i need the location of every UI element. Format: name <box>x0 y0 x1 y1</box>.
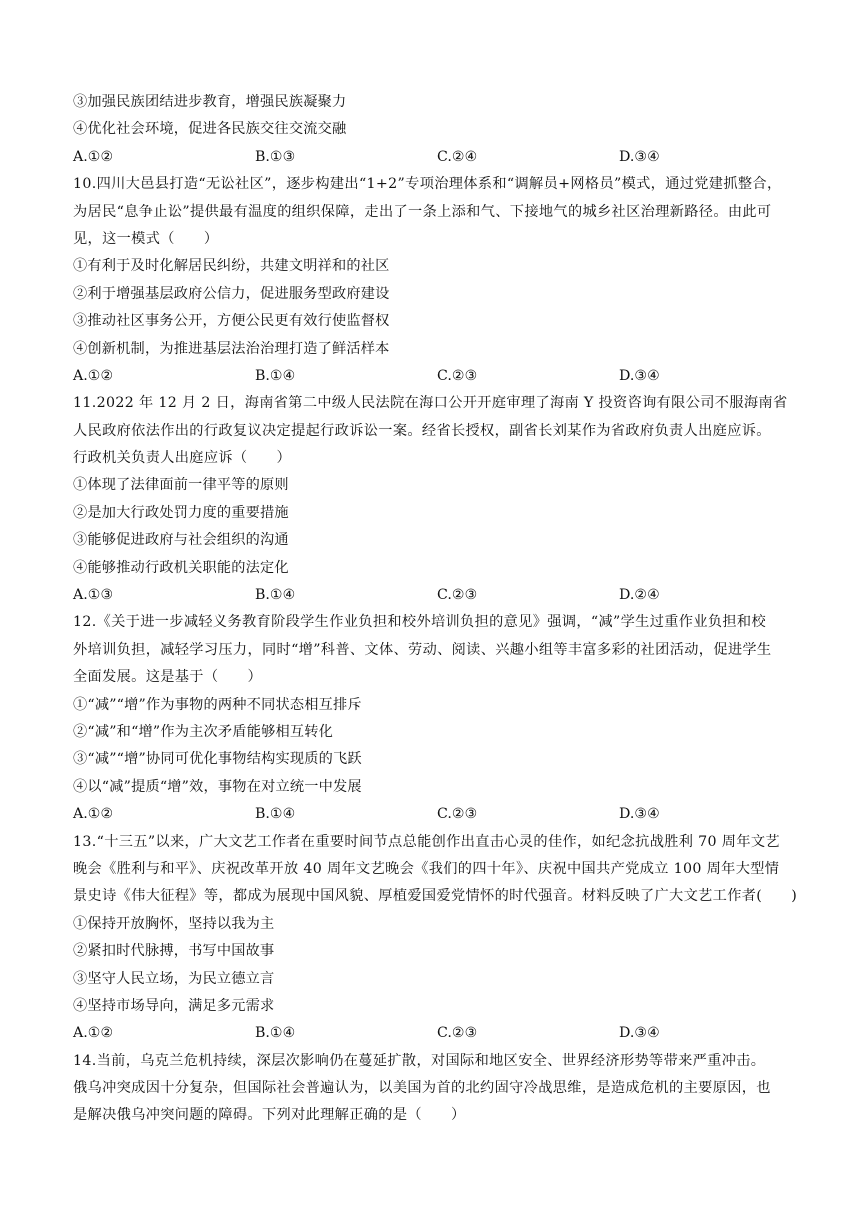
question-11 <box>73 395 793 604</box>
question-stem-line: 13.“十三五”以来，广大文艺工作者在重要时间节点总能创作出直击心灵的佳作，如纪念抗战胜利 70 周年文艺 <box>73 833 780 850</box>
option-d: D.③④ <box>619 1025 660 1042</box>
choice-item: ④创新机制，为推进基层法治治理打造了鲜活样本 <box>73 340 390 357</box>
answer-options <box>73 149 793 166</box>
question-stem-line: 外培训负担，减轻学习压力，同时“增”科普、文体、劳动、阅读、兴趣小组等丰富多彩的社团活动，促进学生 <box>73 641 772 658</box>
question-stem-line: 11.2022 年 12 月 2 日，海南省第二中级人民法院在海口公开开庭审理了海南 Y 投资咨询有限公司不服海南省 <box>73 395 788 412</box>
choice-item: ③能够促进政府与社会组织的沟通 <box>73 532 289 549</box>
question-stem-line: 全面发展。这是基于（ ） <box>73 669 262 686</box>
choice-item: ④能够推动行政机关职能的法定化 <box>73 559 289 576</box>
option-c: C.②③ <box>437 1025 478 1042</box>
exam-page <box>73 94 798 1135</box>
option-c: C.②④ <box>437 148 478 165</box>
answer-options <box>73 368 793 385</box>
question-stem-line: 为居民“息争止讼”提供最有温度的组织保障，走出了一条上添和气、下接地气的城乡社区治理新路径。由此可 <box>73 203 772 220</box>
question-stem-line: 景史诗《伟大征程》等，都成为展现中国风貌、厚植爱国爱党情怀的时代强音。材料反映了广大文艺工作者( ) <box>73 888 798 905</box>
option-b: B.①④ <box>255 806 296 823</box>
choice-item: ②是加大行政处罚力度的重要措施 <box>73 504 289 521</box>
choice-item: ②紧扣时代脉搏，书写中国故事 <box>73 943 275 960</box>
answer-options <box>73 806 793 823</box>
option-c: C.②③ <box>437 806 478 823</box>
question-14 <box>73 1053 793 1125</box>
choice-item: ③“减”“增”协同可优化事物结构实现质的飞跃 <box>73 751 362 768</box>
choice-item: ①保持开放胸怀，坚持以我为主 <box>73 915 275 932</box>
option-c: C.②③ <box>437 367 478 384</box>
question-stem-line: 人民政府依法作出的行政复议决定提起行政诉讼一案。经省长授权，副省长刘某作为省政府负责人出庭应诉。 <box>73 422 771 439</box>
option-d: D.②④ <box>619 587 660 604</box>
question-stem-line: 见，这一模式（ ） <box>73 230 219 247</box>
question-13 <box>73 833 798 1043</box>
option-a: A.①③ <box>73 587 114 604</box>
option-a: A.①② <box>73 806 114 823</box>
choice-item: ④坚持市场导向，满足多元需求 <box>73 997 275 1014</box>
answer-options <box>73 1025 793 1042</box>
question-stem-line: 是解决俄乌冲突问题的障碍。下列对此理解正确的是（ ） <box>73 1107 466 1124</box>
choice-item: ④优化社会环境，促进各民族交往交流交融 <box>73 121 347 138</box>
choice-item: ①体现了法律面前一律平等的原则 <box>73 477 289 494</box>
question-stem-line: 晚会《胜利与和平》、庆祝改革开放 40 周年文艺晚会《我们的四十年》、庆祝中国共产党成立 100 周年大型情 <box>73 860 780 877</box>
option-b: B.①④ <box>255 587 296 604</box>
question-stem-line: 10.四川大邑县打造“无讼社区”，逐步构建出“1+2”专项治理体系和“调解员+网格员”模式，通过党建抓整合， <box>73 176 782 193</box>
option-a: A.①② <box>73 148 114 165</box>
choice-item: ④以“减”提质“增”效，事物在对立统一中发展 <box>73 778 362 795</box>
question-stem-line: 俄乌冲突成因十分复杂，但国际社会普遍认为，以美国为首的北约固守冷战思维，是造成危机的主要原因，也 <box>73 1080 771 1097</box>
question-stem-line: 14.当前，乌克兰危机持续，深层次影响仍在蔓延扩散，对国际和地区安全、世界经济形势等带来严重冲击。 <box>73 1052 766 1069</box>
option-b: B.①④ <box>255 1025 296 1042</box>
option-d: D.③④ <box>619 806 660 823</box>
option-b: B.①③ <box>255 148 296 165</box>
question-stem-line: 行政机关负责人出庭应诉（ ） <box>73 450 292 467</box>
option-c: C.②③ <box>437 587 478 604</box>
question-9-tail <box>73 94 793 166</box>
question-10 <box>73 176 793 385</box>
choice-item: ①有利于及时化解居民纠纷，共建文明祥和的社区 <box>73 258 390 275</box>
option-d: D.③④ <box>619 148 660 165</box>
option-a: A.①② <box>73 1025 114 1042</box>
option-a: A.①② <box>73 367 114 384</box>
choice-item: ③推动社区事务公开，方便公民更有效行使监督权 <box>73 313 390 330</box>
choice-item: ①“减”“增”作为事物的两种不同状态相互排斥 <box>73 696 362 713</box>
choice-item: ②利于增强基层政府公信力，促进服务型政府建设 <box>73 285 390 302</box>
option-d: D.③④ <box>619 367 660 384</box>
choice-item: ②“减”和“增”作为主次矛盾能够相互转化 <box>73 723 334 740</box>
choice-item: ③坚守人民立场，为民立德立言 <box>73 970 275 987</box>
choice-item: ③加强民族团结进步教育，增强民族凝聚力 <box>73 94 347 110</box>
question-12 <box>73 614 793 823</box>
option-b: B.①④ <box>255 367 296 384</box>
answer-options <box>73 587 793 604</box>
question-stem-line: 12.《关于进一步减轻义务教育阶段学生作业负担和校外培训负担的意见》强调，“减”学生过重作业负担和校 <box>73 614 767 631</box>
